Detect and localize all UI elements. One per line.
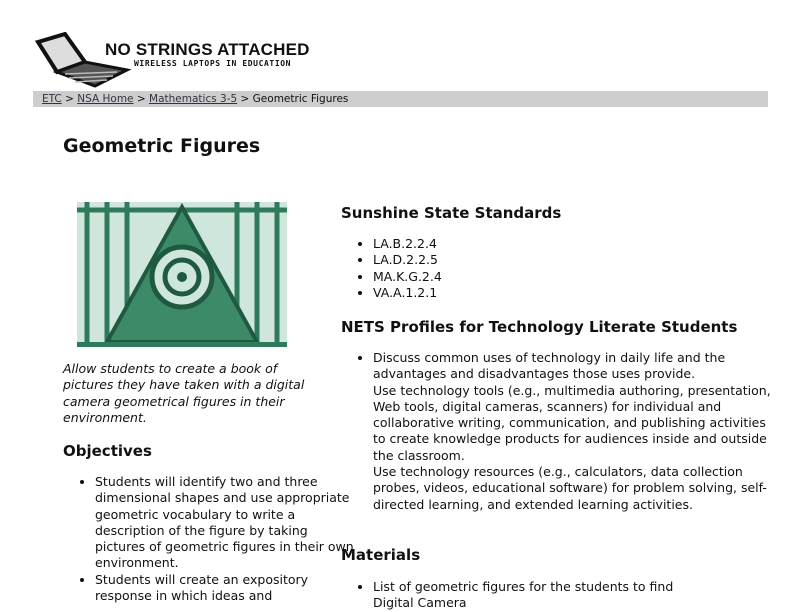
breadcrumb-sep: > <box>136 93 146 105</box>
standards-list <box>341 236 442 301</box>
standards-heading: Sunshine State Standards <box>341 204 562 222</box>
nets-item: Use technology resources (e.g., calculators, data collection probes, videos, educational software) for problem solving, self-directed learning, and extended learning activities. <box>373 464 767 512</box>
materials-heading: Materials <box>341 546 421 564</box>
breadcrumb-mathematics[interactable]: Mathematics 3-5 <box>149 93 238 105</box>
breadcrumb-etc[interactable]: ETC <box>42 93 62 105</box>
materials-item: Digital Camera <box>373 595 467 611</box>
list-item: • Students will create an expository response in which ideas and <box>95 572 357 605</box>
lesson-caption: Allow students to create a book of pictures they have taken with a digital camera geometrical figures in their environment. <box>63 361 305 425</box>
materials-list <box>341 579 773 612</box>
nets-item: Discuss common uses of technology in daily life and the advantages and disadvantages those uses provide. <box>373 350 726 382</box>
list-item: • VA.A.1.2.1 <box>373 285 442 301</box>
logo-subtitle: WIRELESS LAPTOPS IN EDUCATION <box>134 59 292 68</box>
nets-heading: NETS Profiles for Technology Literate Students <box>341 318 738 336</box>
breadcrumb <box>33 91 768 107</box>
nets-list <box>341 350 773 513</box>
list-item: • Students will identify two and three dimensional shapes and use appropriate geometric vocabulary to write a description of the figure by taking pictures of geometric figures in their own environment. <box>95 474 357 572</box>
objectives-list <box>63 474 357 604</box>
nets-item: Use technology tools (e.g., multimedia authoring, presentation, Web tools, digital cameras, scanners) for individual and collaborative writing, communication, and publishing activities to create knowledge products for audiences inside and outside the classroom. <box>373 382 771 463</box>
list-item: • LA.B.2.2.4 <box>373 236 442 252</box>
list-item <box>373 350 773 513</box>
logo-title: NO STRINGS ATTACHED <box>105 40 310 59</box>
breadcrumb-current: Geometric Figures <box>252 93 349 105</box>
breadcrumb-nsa-home[interactable]: NSA Home <box>77 93 134 105</box>
lesson-photo <box>77 202 287 347</box>
breadcrumb-sep: > <box>240 93 250 105</box>
materials-item: List of geometric figures for the students to find <box>373 579 674 594</box>
list-item: • MA.K.G.2.4 <box>373 269 442 285</box>
objectives-heading: Objectives <box>63 442 152 460</box>
list-item <box>373 579 773 612</box>
list-item: • LA.D.2.2.5 <box>373 252 442 268</box>
page-title: Geometric Figures <box>63 135 261 157</box>
breadcrumb-sep: > <box>65 93 74 105</box>
